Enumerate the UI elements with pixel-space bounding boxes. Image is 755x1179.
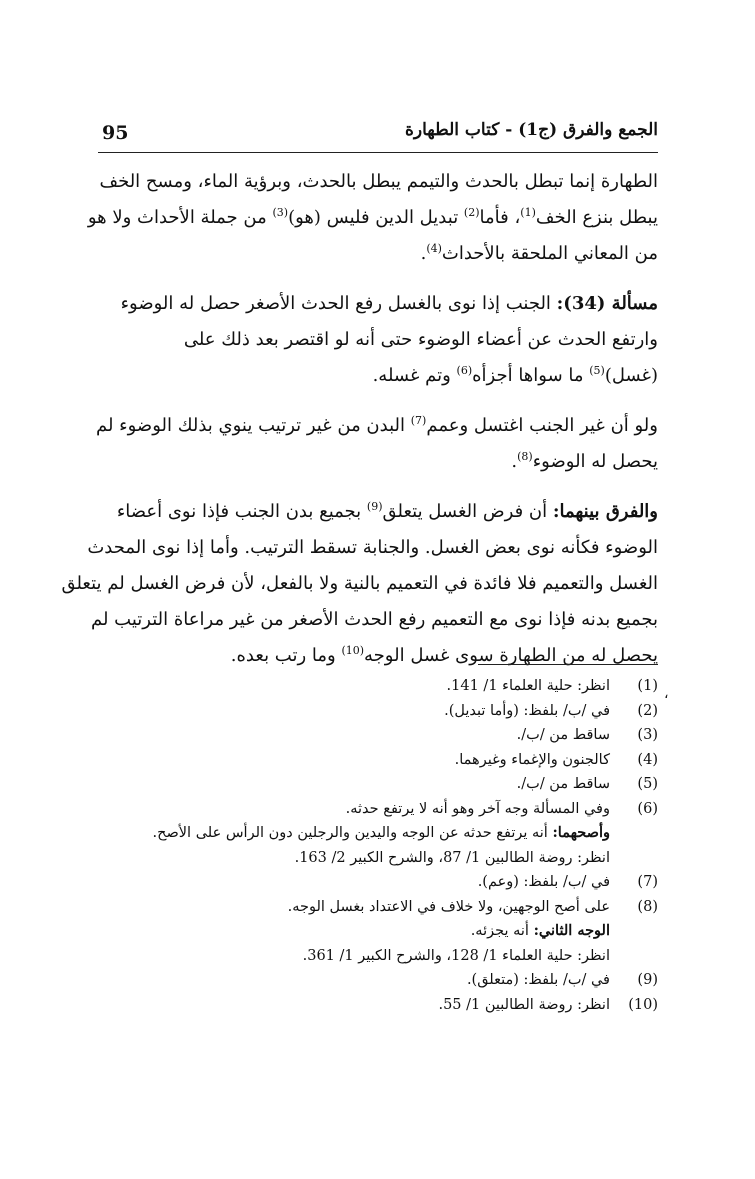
- text-line: [90, 602, 658, 638]
- footnotes: [102, 674, 658, 1017]
- footnote-ref[interactable]: (6): [456, 364, 473, 377]
- text-span: .: [511, 451, 518, 472]
- text-span: من جملة الأحداث ولا هو: [87, 207, 273, 228]
- footnote-item: [102, 748, 658, 773]
- footnote-number: (9): [637, 972, 658, 988]
- footnote-text: انظر: روضة الطالبين 1/ 55.: [438, 996, 610, 1013]
- running-title: الجمع والفرق (ج1) - كتاب الطهارة: [405, 120, 658, 140]
- footnote-ref[interactable]: (7): [410, 414, 427, 427]
- footnote-number: (5): [637, 776, 658, 792]
- page-header: [98, 116, 658, 150]
- text-span: أن فرض الغسل يتعلق: [382, 501, 553, 522]
- paragraph-4: [61, 494, 658, 674]
- footnote-text: كالجنون والإغماء وغيرهما.: [454, 751, 610, 768]
- text-line: [99, 164, 658, 200]
- text-span: الوضوء فكأنه نوى بعض الغسل. والجنابة تسقط الترتيب. وأما إذا نوى المحدث: [87, 537, 658, 558]
- footnote-ref[interactable]: (8): [517, 450, 533, 463]
- text-line: [87, 200, 658, 236]
- footnote-item: [102, 674, 658, 699]
- text-span: (غسل): [604, 365, 658, 386]
- text-line: [102, 638, 658, 674]
- text-line: [102, 444, 658, 480]
- footnote-item: [102, 699, 658, 724]
- footnote-text: انظر: روضة الطالبين 1/ 87، والشرح الكبير 2/ 163.: [294, 849, 610, 866]
- footnote-item: [102, 993, 658, 1018]
- footnote-number: (7): [637, 874, 658, 890]
- text-line: [102, 322, 658, 358]
- footnote-text: انظر: حلية العلماء 1/ 128، والشرح الكبير 1/ 361.: [302, 947, 610, 964]
- text-span: وارتفع الحدث عن أعضاء الوضوء حتى أنه لو اقتصر بعد ذلك على: [183, 329, 658, 350]
- footnote-ref[interactable]: (5): [589, 364, 605, 377]
- footnote-text-span: أنه يجزئه.: [470, 923, 534, 939]
- footnote-text: انظر: حلية العلماء 1/ 141.: [446, 678, 610, 694]
- text-span: البدن من غير ترتيب ينوي بذلك الوضوء لم: [95, 415, 411, 436]
- footnote-item: [102, 968, 658, 993]
- footnote-text: [102, 919, 610, 944]
- footnote-number: (2): [637, 702, 658, 719]
- footnote-text: في /ب/ بلفظ: (وعم).: [477, 874, 610, 890]
- footnote-number: (6): [637, 800, 658, 817]
- footnote-separator: [478, 664, 658, 665]
- footnote-bold-label: الوجه الثاني:: [533, 922, 610, 939]
- footnote-item: [102, 723, 658, 748]
- footnote-number: (1): [637, 678, 658, 694]
- text-span: ولو أن غير الجنب اغتسل وعمم: [426, 415, 658, 436]
- text-span: بجميع بدنه فإذا نوى مع التعميم رفع الحدث الأصغر من غير مراعاة الترتيب لم: [90, 609, 658, 630]
- footnote-ref[interactable]: (1): [520, 206, 536, 219]
- text-span: من المعاني الملحقة بالأحداث: [441, 243, 658, 264]
- main-text: [61, 164, 658, 674]
- footnote-number: (10): [628, 996, 658, 1013]
- text-line: [95, 408, 658, 444]
- text-span: يبطل بنزع الخف: [535, 207, 658, 228]
- text-span: ما سواها أجزأه: [472, 365, 590, 386]
- footnote-text: وفي المسألة وجه آخر وهو أنه لا يرتفع حدثه.: [345, 800, 610, 817]
- footnote-text: ساقط من /ب/.: [516, 776, 610, 792]
- header-rule: [98, 152, 658, 153]
- footnote-text: على أصح الوجهين، ولا خلاف في الاعتداد بغسل الوجه.: [287, 898, 610, 915]
- footnote-ref[interactable]: (2): [463, 206, 480, 219]
- text-span: الطهارة إنما تبطل بالحدث والتيمم يبطل بالحدث، وبرؤية الماء، ومسح الخف: [99, 171, 658, 192]
- text-line: [102, 494, 658, 530]
- footnote-text: في /ب/ بلفظ: (وأما تبديل).: [444, 702, 610, 719]
- text-span: الغسل والتعميم فلا فائدة في التعميم بالنية ولا بالفعل، لأن فرض الغسل لم يتعلق: [61, 573, 658, 594]
- footnote-ref[interactable]: (9): [366, 500, 383, 513]
- text-span: يحصل له الوضوء: [532, 451, 658, 472]
- paragraph-3: [95, 408, 658, 480]
- footnote-item: [102, 772, 658, 797]
- footnote-number: (8): [637, 898, 658, 915]
- footnote-text: في /ب/ بلفظ: (متعلق).: [466, 972, 610, 988]
- footnote-text-span: أنه يرتفع حدثه عن الوجه واليدين والرجلين دون الرأس على الأصح.: [152, 825, 553, 841]
- paragraph-2: [102, 286, 658, 394]
- text-line: [61, 566, 658, 602]
- footnote-text: [102, 821, 610, 846]
- text-span: بجميع بدن الجنب فإذا نوى أعضاء: [116, 501, 367, 522]
- footnote-ref[interactable]: (10): [341, 644, 365, 657]
- text-line: [102, 236, 658, 272]
- text-span: وتم غسله.: [372, 365, 457, 386]
- footnote-item: [102, 797, 658, 871]
- page-number: 95: [102, 122, 129, 144]
- paragraph-1: [87, 164, 658, 272]
- footnote-number: (3): [637, 727, 658, 743]
- margin-mark: ،: [664, 686, 669, 702]
- text-span: .: [420, 243, 427, 264]
- footnote-item: [102, 895, 658, 969]
- footnote-item: [102, 870, 658, 895]
- text-line: [87, 530, 658, 566]
- footnote-text: ساقط من /ب/.: [516, 727, 610, 743]
- difference-label: والفرق بينهما:: [552, 501, 658, 522]
- issue-label: مسألة (34):: [556, 293, 658, 314]
- text-span: وما رتب بعده.: [230, 645, 342, 666]
- text-span: تبديل الدين فليس (هو): [288, 207, 464, 228]
- footnote-number: (4): [637, 751, 658, 768]
- text-span: يحصل له من الطهارة سوى غسل الوجه: [364, 645, 658, 666]
- text-span: الجنب إذا نوى بالغسل رفع الحدث الأصغر حصل له الوضوء: [120, 293, 557, 314]
- footnote-ref[interactable]: (4): [426, 242, 442, 255]
- footnote-ref[interactable]: (3): [272, 206, 289, 219]
- text-line: [102, 286, 658, 322]
- text-line: [102, 358, 658, 394]
- footnote-bold-label: وأصحهما:: [552, 824, 610, 841]
- text-span: ، فأما: [479, 207, 521, 228]
